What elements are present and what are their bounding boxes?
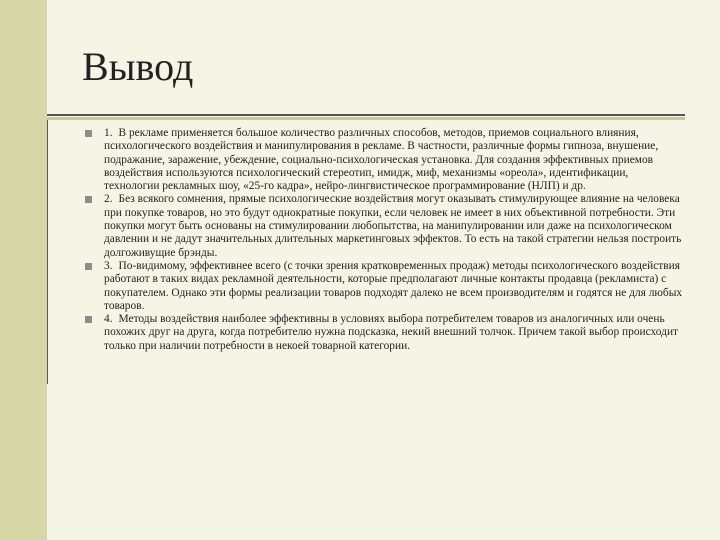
list-item xyxy=(84,313,684,353)
list-item xyxy=(84,127,684,193)
square-bullet-icon xyxy=(85,196,92,203)
item-text: По-видимому, эффективнее всего (с точки зрения кратковременных продаж) методы психологического воздействия работают в таких видах рекламной деятельности, которые предполагают личные контакты продавца (рекламиста) с покупателем. Однако эти формы реализации товаров подходят далеко не всем производителям и годятся не для любых товаров. xyxy=(104,259,683,312)
item-number: 1. xyxy=(104,127,113,139)
left-accent-band xyxy=(0,0,47,540)
square-bullet-icon xyxy=(85,130,92,137)
square-bullet-icon xyxy=(85,316,92,323)
list-item xyxy=(84,193,684,259)
item-text: Без всякого сомнения, прямые психологические воздействия могут оказывать стимулирующее влияние на человека при покупке товаров, но это будут однократные покупки, если человек не имеет в них объективной потребности. Эти покупки могут быть основаны на стимулировании любопытства, на манипулировании или даже на психологическом давлении и не дадут значительных длительных маркетинговых эффектов. То есть на такой стратегии нельзя построить долгоживущие брэнды. xyxy=(104,193,682,259)
item-text: Методы воздействия наиболее эффективны в условиях выбора потребителем товаров из аналогичных или очень похожих друг на друга, когда потребителю нужна подсказка, некий внешний толчок. Причем такой выбор происходит только при наличии потребности в некоей товарной категории. xyxy=(104,313,679,352)
square-bullet-icon xyxy=(85,263,92,270)
vertical-divider xyxy=(47,118,48,384)
item-number: 2. xyxy=(104,193,113,206)
bullet-list xyxy=(84,127,684,353)
list-item xyxy=(84,260,684,313)
item-number: 4. xyxy=(104,313,113,326)
item-number: 3. xyxy=(104,259,113,272)
slide-title: Вывод xyxy=(82,44,194,89)
title-underline xyxy=(47,114,685,116)
item-text: В рекламе применяется большое количество различных способов, методов, приемов социального влияния, психологического воздействия и манипулирования в рекламе. В частности, различные формы гипноза, внушение, подражание, заражение, убеждение, социально-психологическая установка. Для создания эффективных приемов воздействия используются психологический стереотип, имидж, миф, механизмы «ореола», идентификации, технологии рекламных шоу, «25-го кадра», нейро-лингвистическое программирование (НЛП) и др. xyxy=(104,127,659,193)
title-underline-shadow xyxy=(47,117,685,120)
